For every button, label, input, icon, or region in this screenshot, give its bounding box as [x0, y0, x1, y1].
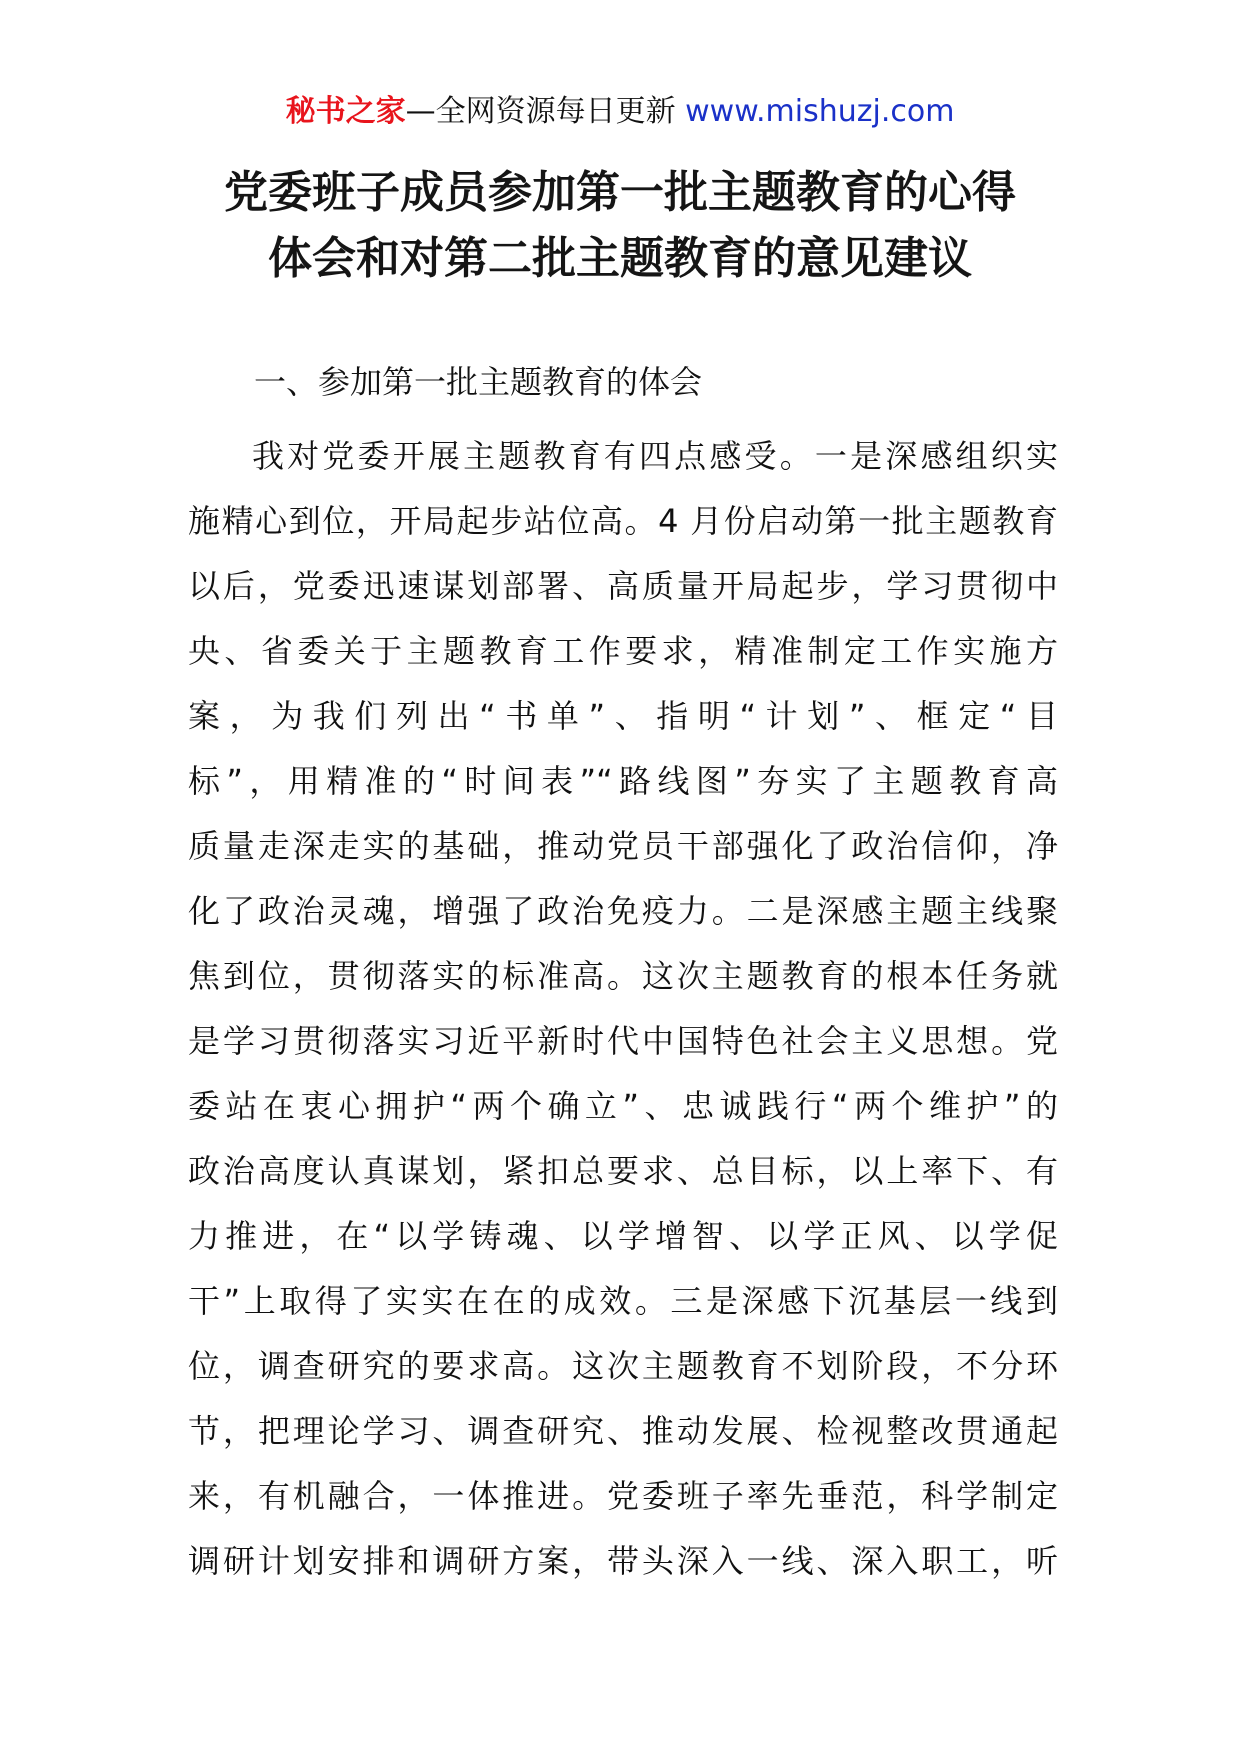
- body-paragraph: [188, 424, 1058, 1594]
- body-line: 以后，党委迅速谋划部署、高质量开局起步，学习贯彻中: [188, 567, 1058, 605]
- section-heading: 一、参加第一批主题教育的体会: [254, 363, 703, 401]
- watermark-header: [0, 92, 1240, 132]
- body-line: 来，有机融合，一体推进。党委班子率先垂范，科学制定: [188, 1477, 1058, 1515]
- body-line: 节，把理论学习、调查研究、推动发展、检视整改贯通起: [188, 1412, 1058, 1450]
- body-line: 是学习贯彻落实习近平新时代中国特色社会主义思想。党: [188, 1022, 1058, 1060]
- body-line: 力推进，在“以学铸魂、以学增智、以学正风、以学促: [188, 1217, 1058, 1255]
- body-line: 政治高度认真谋划，紧扣总要求、总目标，以上率下、有: [188, 1152, 1058, 1190]
- body-line: 委站在衷心拥护“两个确立”、忠诚践行“两个维护”的: [188, 1087, 1058, 1125]
- body-line: 施精心到位，开局起步站位高。4 月份启动第一批主题教育: [188, 502, 1058, 540]
- body-line: 焦到位，贯彻落实的标准高。这次主题教育的根本任务就: [188, 957, 1058, 995]
- header-tagline: —全网资源每日更新: [405, 94, 676, 129]
- site-url-link[interactable]: www.mishuzj.com: [685, 94, 955, 129]
- body-line: 质量走深走实的基础，推动党员干部强化了政治信仰，净: [188, 827, 1058, 865]
- body-line: 位，调查研究的要求高。这次主题教育不划阶段，不分环: [188, 1347, 1058, 1385]
- title-line-2: 体会和对第二批主题教育的意见建议: [268, 233, 972, 284]
- body-line: 调研计划安排和调研方案，带头深入一线、深入职工，听: [188, 1542, 1058, 1580]
- brand-name: 秘书之家: [285, 94, 406, 129]
- body-line: 我对党委开展主题教育有四点感受。一是深感组织实: [252, 437, 1058, 475]
- document-title: [0, 160, 1240, 292]
- body-line: 干”上取得了实实在在的成效。三是深感下沉基层一线到: [188, 1282, 1058, 1320]
- title-line-1: 党委班子成员参加第一批主题教育的心得: [224, 167, 1016, 218]
- body-line: 案，为我们列出“书单”、指明“计划”、框定“目: [188, 697, 1058, 735]
- body-line: 化了政治灵魂，增强了政治免疫力。二是深感主题主线聚: [188, 892, 1058, 930]
- body-line: 央、省委关于主题教育工作要求，精准制定工作实施方: [188, 632, 1058, 670]
- body-line: 标”，用精准的“时间表”“路线图”夯实了主题教育高: [188, 762, 1058, 800]
